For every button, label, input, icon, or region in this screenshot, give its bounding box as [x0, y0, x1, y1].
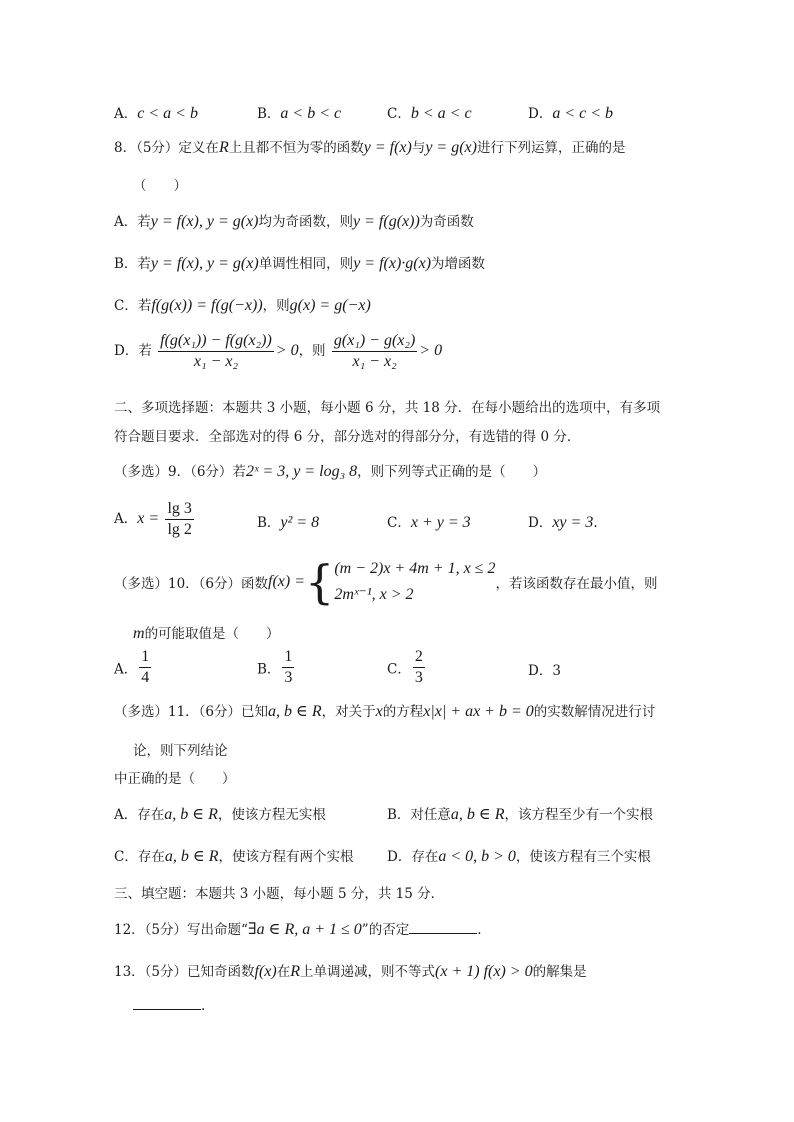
- answer-blank[interactable]: [133, 1009, 201, 1010]
- section2-instructions: 符合题目要求．全部选对的得 6 分，部分选对的得部分分，有选错的得 0 分．: [114, 429, 581, 445]
- q10-option-c: [387, 648, 427, 687]
- q10-stem: [114, 556, 657, 608]
- option-label: A．: [114, 106, 138, 122]
- q8-f-expr: y = f(x): [363, 139, 412, 156]
- q8-number: 8．（5分）定义在: [114, 140, 219, 156]
- option-math: c < a < b: [137, 105, 198, 122]
- math: y² = 8: [280, 514, 320, 531]
- option-label: A．若: [114, 214, 151, 230]
- option-label: C．: [387, 106, 411, 122]
- option-math: a < c < b: [552, 105, 614, 122]
- math: x + y = 3: [410, 514, 471, 531]
- denominator: lg 2: [167, 521, 192, 538]
- q13-prefix: 13．（5分）已知奇函数: [114, 964, 255, 980]
- q11-option-a: [114, 803, 326, 824]
- q13-text3: 的解集是: [532, 964, 587, 980]
- text: ，使该方程有两个实根: [218, 849, 354, 865]
- option-label: B．: [257, 661, 281, 678]
- answer-blank[interactable]: [409, 933, 477, 934]
- numerator: 1: [139, 648, 151, 668]
- q12-prefix: 12．（5分）写出命题“: [114, 922, 248, 938]
- fraction: [282, 648, 294, 687]
- q8-paren: （ ）: [133, 178, 187, 194]
- math: y = f(x), y = g(x): [150, 255, 259, 272]
- tail: .: [593, 515, 598, 531]
- q10-line2: 的可能取值是（ ）: [144, 626, 280, 642]
- q9-stem: [114, 460, 546, 481]
- option-label: A．存在: [114, 807, 165, 823]
- q13-answer-line: [133, 998, 205, 1014]
- denominator: 3: [284, 669, 293, 686]
- numerator: 2: [413, 648, 425, 668]
- q10-option-d: [528, 659, 561, 679]
- q8-r: R: [218, 139, 229, 156]
- q12-stem: [114, 918, 482, 939]
- text: ，该方程至少有一个实根: [504, 807, 654, 823]
- text: ，使该方程有三个实根: [515, 849, 651, 865]
- math: g(x) = g(−x): [289, 297, 371, 314]
- option-label: A．: [114, 511, 138, 527]
- math: a < 0, b > 0: [438, 848, 516, 865]
- q10-option-a: [114, 648, 153, 687]
- option-label: D．若: [114, 343, 152, 359]
- option-label: B．若: [114, 256, 151, 272]
- fraction: [413, 648, 425, 687]
- q10-stem-line2: [133, 622, 280, 643]
- q12-math: ∃a ∈ R, a + 1 ≤ 0: [247, 921, 362, 938]
- q11-stem-line2: 论，则下列结论: [133, 743, 228, 759]
- q10-fx: f(x) =: [268, 573, 306, 590]
- math: y = f(x), y = g(x): [150, 213, 259, 230]
- text: 均为奇函数，则: [258, 214, 354, 230]
- math: xy = 3: [552, 514, 594, 531]
- q11-text3: 的实数解情况进行讨: [533, 704, 656, 720]
- q13-stem: [114, 960, 587, 981]
- q8-text2: 进行下列运算，正确的是: [476, 140, 626, 156]
- q8-text1: 上且都不恒为零的函数: [228, 140, 364, 156]
- q7-option-c: [387, 102, 472, 123]
- option-label: C．存在: [114, 849, 165, 865]
- q11-math1: a, b ∈ R: [268, 703, 322, 720]
- denominator: 3: [414, 669, 423, 686]
- option-label: B．: [257, 106, 281, 122]
- q9-option-b: [257, 511, 319, 532]
- q10-option-b: [257, 648, 296, 687]
- fraction: [158, 332, 274, 371]
- q11-stem: [114, 700, 655, 721]
- q11-option-c: [114, 845, 353, 866]
- section3-heading: 三、填空题：本题共 3 小题，每小题 5 分，共 15 分．: [114, 886, 445, 902]
- q11-prefix: （多选）11．（6分）已知: [114, 704, 269, 720]
- q9-math: 2ˣ = 3, y = log₃ 8: [245, 463, 358, 480]
- text: 为增函数: [431, 256, 486, 272]
- denominator: x₁ − x₂: [193, 353, 238, 370]
- q13-text2: 上单调递减，则不等式: [300, 964, 436, 980]
- q9-option-a: [114, 500, 196, 539]
- q12-text: ”的否定: [361, 922, 410, 938]
- q8-option-a: [114, 210, 474, 231]
- q13-r: R: [290, 963, 301, 980]
- brace-symbol: {: [305, 555, 335, 609]
- section2-heading: 二、多项选择题：本题共 3 小题，每小题 6 分，共 18 分．在每小题给出的选项中，有多项: [114, 400, 661, 416]
- math: y = f(x)·g(x): [353, 255, 432, 272]
- q9-option-c: [387, 511, 471, 532]
- math: a, b ∈ R: [164, 848, 219, 865]
- math: f(g(x)) = f(g(−x)): [151, 297, 263, 314]
- case-2: 2mˣ⁻¹, x > 2: [334, 586, 414, 603]
- q11-option-d: [387, 845, 651, 866]
- option-label: C．: [387, 661, 411, 678]
- numerator: g(x₁) − g(x₂): [332, 332, 417, 352]
- denominator: x₁ − x₂: [352, 353, 397, 370]
- fraction: [165, 500, 193, 539]
- q9-prefix: （多选）9．（6分）若: [114, 464, 246, 480]
- numerator: f(g(x₁)) − f(g(x₂)): [158, 332, 274, 352]
- q13-fx: f(x): [254, 963, 277, 980]
- math: a, b ∈ R: [450, 806, 505, 823]
- q8-g-expr: y = g(x): [425, 139, 477, 156]
- math: y = f(g(x)): [353, 213, 420, 230]
- q8-option-b: [114, 252, 485, 273]
- numerator: 1: [282, 648, 294, 668]
- option-label: D．: [528, 515, 553, 531]
- q13-tail: .: [201, 998, 206, 1014]
- option-label: B．: [257, 515, 281, 531]
- q8-option-d: [114, 332, 442, 371]
- q13-text1: 在: [276, 964, 291, 980]
- option-label: A．: [114, 661, 138, 678]
- q10-m: m: [133, 625, 145, 642]
- q11-text2: 的方程: [382, 704, 424, 720]
- text: 单调性相同，则: [258, 256, 354, 272]
- text: ，使该方程无实根: [217, 807, 326, 823]
- q10-prefix: （多选）10．（6分）函数: [114, 576, 269, 592]
- math: x =: [137, 510, 160, 527]
- q9-option-d: [528, 511, 598, 532]
- option-label: B．对任意: [387, 807, 451, 823]
- piecewise-cases: [334, 556, 495, 608]
- text: ，则: [262, 298, 290, 314]
- math: > 0: [419, 342, 443, 359]
- math: > 0: [275, 342, 299, 359]
- q11-option-b: [387, 803, 653, 824]
- q8-stem: [114, 136, 625, 157]
- fraction: [332, 332, 417, 371]
- option-label: D．: [528, 106, 553, 122]
- q7-option-a: [114, 102, 198, 123]
- option-label: D．存在: [387, 849, 439, 865]
- q7-option-d: [528, 102, 613, 123]
- option-label: D．: [528, 663, 553, 679]
- option-label: C．: [387, 515, 411, 531]
- option-math: b < a < c: [410, 105, 472, 122]
- q8-and: 与: [411, 140, 426, 156]
- q13-inequality: (x + 1) f(x) > 0: [435, 963, 533, 980]
- numerator: lg 3: [165, 500, 193, 520]
- option-math: a < b < c: [280, 105, 342, 122]
- q11-equation: x|x| + ax + b = 0: [423, 703, 534, 720]
- q9-text: ，则下列等式正确的是（ ）: [357, 464, 547, 480]
- q8-option-c: [114, 294, 371, 315]
- option-value: 3: [552, 663, 561, 679]
- option-label: C．若: [114, 298, 152, 314]
- text: ，则: [298, 343, 326, 359]
- q10-text: ，若该函数存在最小值，则: [495, 576, 658, 592]
- case-1: (m − 2)x + 4m + 1, x ≤ 2: [334, 560, 496, 577]
- q12-tail: .: [477, 922, 482, 938]
- q11-stem-line3: 中正确的是（ ）: [114, 771, 236, 787]
- q11-text1: ，对关于: [321, 704, 376, 720]
- math: a, b ∈ R: [164, 806, 218, 823]
- q11-x: x: [375, 703, 383, 720]
- fraction: [139, 648, 151, 687]
- denominator: 4: [141, 669, 150, 686]
- q7-option-b: [257, 102, 341, 123]
- text: 为奇函数: [419, 214, 474, 230]
